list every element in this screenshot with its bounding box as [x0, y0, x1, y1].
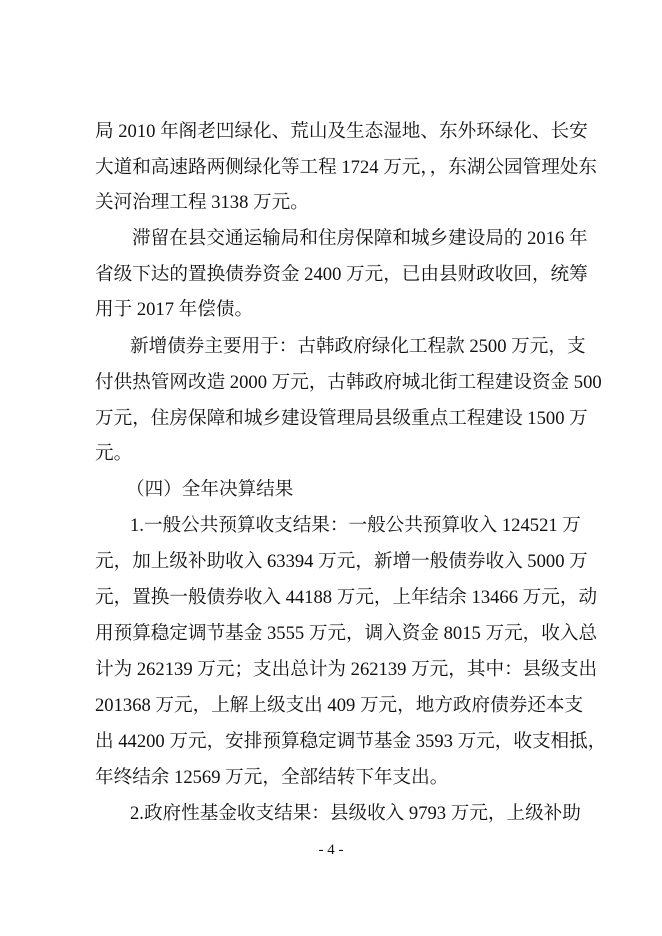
text-line: 2.政府性基金收支结果：县级收入 9793 万元，上级补助 [130, 803, 581, 824]
text-line: 付供热管网改造 2000 万元，古韩政府城北街工程建设资金 500 [95, 372, 602, 393]
text-line: 用于 2017 年偿债。 [95, 299, 254, 320]
text-line: 省级下达的置换债券资金 2400 万元，已由县财政收回，统筹 [95, 264, 588, 285]
section-heading: （四）全年决算结果 [126, 479, 294, 500]
text-line: 1.一般公共预算收支结果：一般公共预算收入 124521 万 [130, 515, 581, 536]
text-line: 计为 262139 万元；支出总计为 262139 万元，其中：县级支出 [95, 659, 598, 680]
text-line: 新增债券主要用于：古韩政府绿化工程款 2500 万元，支 [130, 336, 586, 357]
text-line: 滞留在县交通运输局和住房保障和城乡建设局的 2016 年 [132, 228, 588, 249]
text-line: 大道和高速路两侧绿化等工程 1724 万元，，东湖公园管理处东 [95, 157, 598, 178]
text-line: 出 44200 万元，安排预算稳定调节基金 3593 万元，收支相抵， [95, 731, 607, 752]
text-line: 用预算稳定调节基金 3555 万元，调入资金 8015 万元，收入总 [95, 623, 598, 644]
text-line: 年终结余 12569 万元，全部结转下年支出。 [95, 767, 449, 788]
text-line: 万元，住房保障和城乡建设管理局县级重点工程建设 1500 万 [95, 408, 588, 429]
text-line: 局 2010 年阁老凹绿化、荒山及生态湿地、东外环绿化、长安 [95, 121, 588, 142]
text-line: 关河治理工程 3138 万元。 [95, 192, 309, 213]
text-line: 元，加上级补助收入 63394 万元，新增一般债券收入 5000 万 [95, 551, 588, 572]
text-line: 元。 [95, 443, 133, 464]
text-line: 元，置换一般债券收入 44188 万元，上年结余 13466 万元，动 [95, 587, 598, 608]
page-number: - 4 - [318, 842, 344, 858]
text-line: 201368 万元，上解上级支出 409 万元，地方政府债券还本支 [95, 695, 584, 716]
